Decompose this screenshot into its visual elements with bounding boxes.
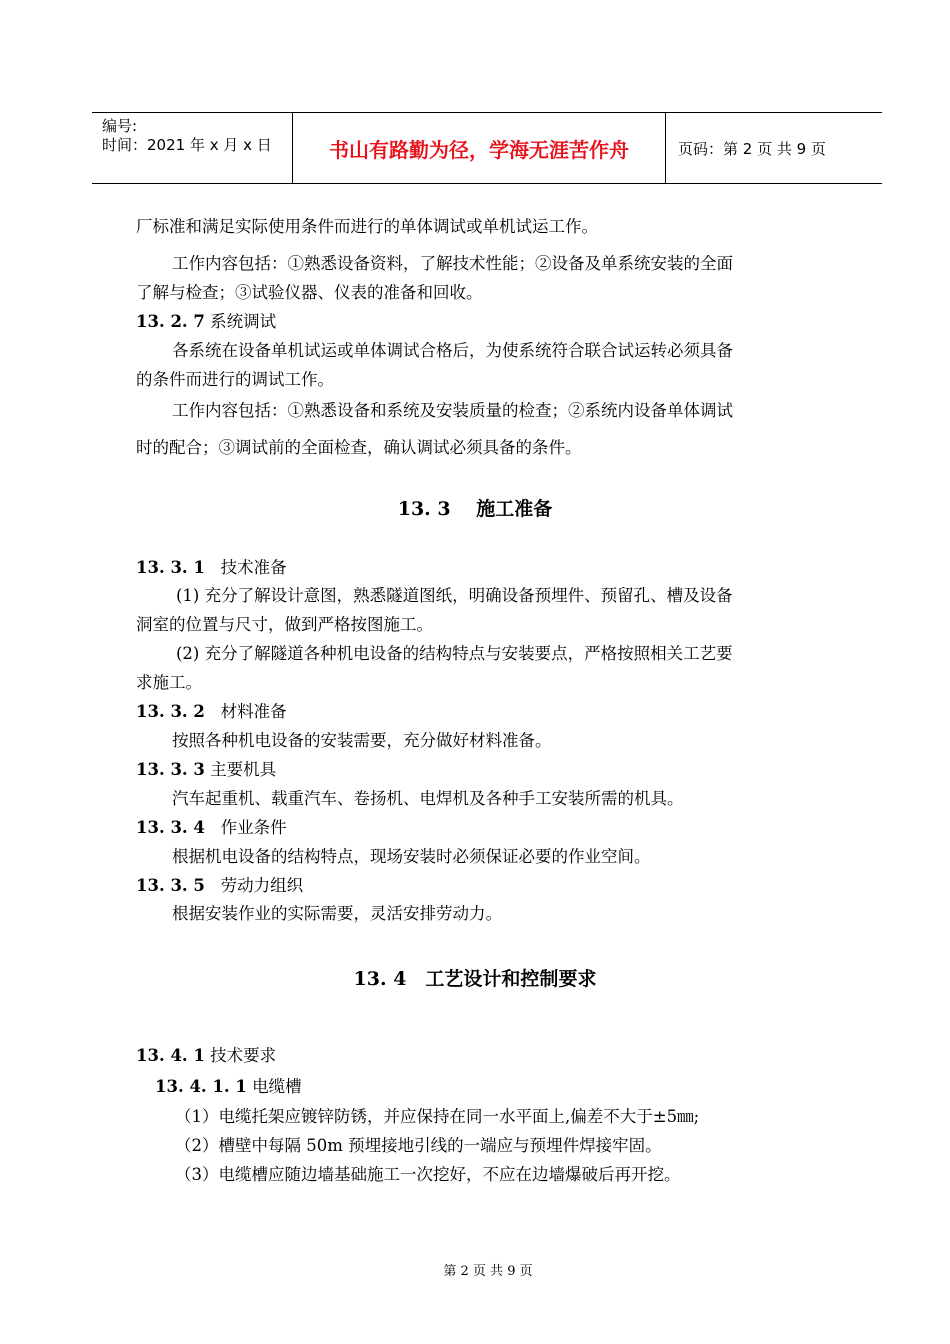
list-item: （1）电缆托架应镀锌防锈，并应保持在同一水平面上,偏差不大于±5㎜; [175, 1107, 700, 1126]
paragraph-line: 厂标准和满足实际使用条件而进行的单体调试或单机试运工作。 [136, 217, 598, 236]
heading-13-3-3 [136, 756, 276, 780]
header-page-label: 页码：第 2 页 共 9 页 [678, 139, 826, 158]
heading-text: 技术要求 [210, 1046, 277, 1065]
paragraph-line: (1) 充分了解设计意图，熟悉隧道图纸，明确设备预埋件、预留孔、槽及设备 [176, 586, 733, 605]
paragraph-line: 洞室的位置与尺寸，做到严格按图施工。 [136, 615, 433, 634]
paragraph-line: 根据安装作业的实际需要，灵活安排劳动力。 [172, 904, 502, 923]
header-motto: 书山有路勤为径，学海无涯苦作舟 [293, 113, 666, 183]
heading-number: 13. 3. 3 [136, 760, 205, 779]
heading-text: 劳动力组织 [220, 876, 304, 895]
list-item: （2）槽壁中每隔 50m 预埋接地引线的一端应与预埋件焊接牢固。 [175, 1136, 662, 1155]
heading-number: 13. 3. 4 [136, 818, 205, 837]
heading-text: 技术准备 [220, 558, 287, 577]
heading-13-2-7 [136, 308, 276, 332]
page-footer: 第 2 页 共 9 页 [443, 1264, 533, 1279]
heading-13-3-5 [136, 872, 303, 896]
heading-13-4-1-1 [155, 1073, 302, 1097]
section-heading-13-4: 13. 4 工艺设计和控制要求 [353, 968, 597, 990]
list-item: （3）电缆槽应随边墙基础施工一次挖好，不应在边墙爆破后再开挖。 [175, 1165, 681, 1184]
time-label: 时间：2021 年 x 月 x 日 [102, 136, 272, 154]
section-heading-13-3: 13. 3 施工准备 [397, 498, 553, 520]
heading-text: 作业条件 [220, 818, 287, 837]
heading-number: 13. 2. 7 [136, 312, 205, 331]
heading-text: 主要机具 [210, 760, 277, 779]
paragraph-line: 工作内容包括：①熟悉设备和系统及安装质量的检查；②系统内设备单体调试 [172, 401, 733, 420]
paragraph-line: 根据机电设备的结构特点，现场安装时必须保证必要的作业空间。 [172, 847, 651, 866]
paragraph-line: 汽车起重机、载重汽车、卷扬机、电焊机及各种手工安装所需的机具。 [172, 789, 684, 808]
page-header [92, 112, 882, 184]
heading-number: 13. 3. 5 [136, 876, 205, 895]
paragraph-line: 的条件而进行的调试工作。 [136, 370, 334, 389]
heading-number: 13. 4. 1 [136, 1046, 205, 1065]
heading-text: 电缆槽 [252, 1077, 302, 1096]
paragraph-line: 工作内容包括：①熟悉设备资料，了解技术性能；②设备及单系统安装的全面 [172, 254, 733, 273]
paragraph-line: 了解与检查；③试验仪器、仪表的准备和回收。 [136, 283, 483, 302]
heading-text: 系统调试 [210, 312, 277, 331]
heading-13-4-1 [136, 1042, 276, 1066]
paragraph-line: 按照各种机电设备的安装需要，充分做好材料准备。 [172, 731, 552, 750]
heading-13-3-1 [136, 554, 287, 578]
code-label: 编号: [102, 117, 138, 135]
paragraph-line: (2) 充分了解隧道各种机电设备的结构特点与安装要点，严格按照相关工艺要 [176, 644, 733, 663]
heading-number: 13. 3. 1 [136, 558, 205, 577]
heading-13-3-2 [136, 698, 287, 722]
heading-number: 13. 4. 1. 1 [155, 1077, 247, 1096]
paragraph-line: 求施工。 [136, 673, 202, 692]
heading-13-3-4 [136, 814, 287, 838]
header-info-cell [92, 113, 293, 183]
paragraph-line: 各系统在设备单机试运或单体调试合格后，为使系统符合联合试运转必须具备 [172, 341, 733, 360]
heading-text: 材料准备 [220, 702, 287, 721]
paragraph-line: 时的配合；③调试前的全面检查，确认调试必须具备的条件。 [136, 438, 582, 457]
heading-number: 13. 3. 2 [136, 702, 205, 721]
